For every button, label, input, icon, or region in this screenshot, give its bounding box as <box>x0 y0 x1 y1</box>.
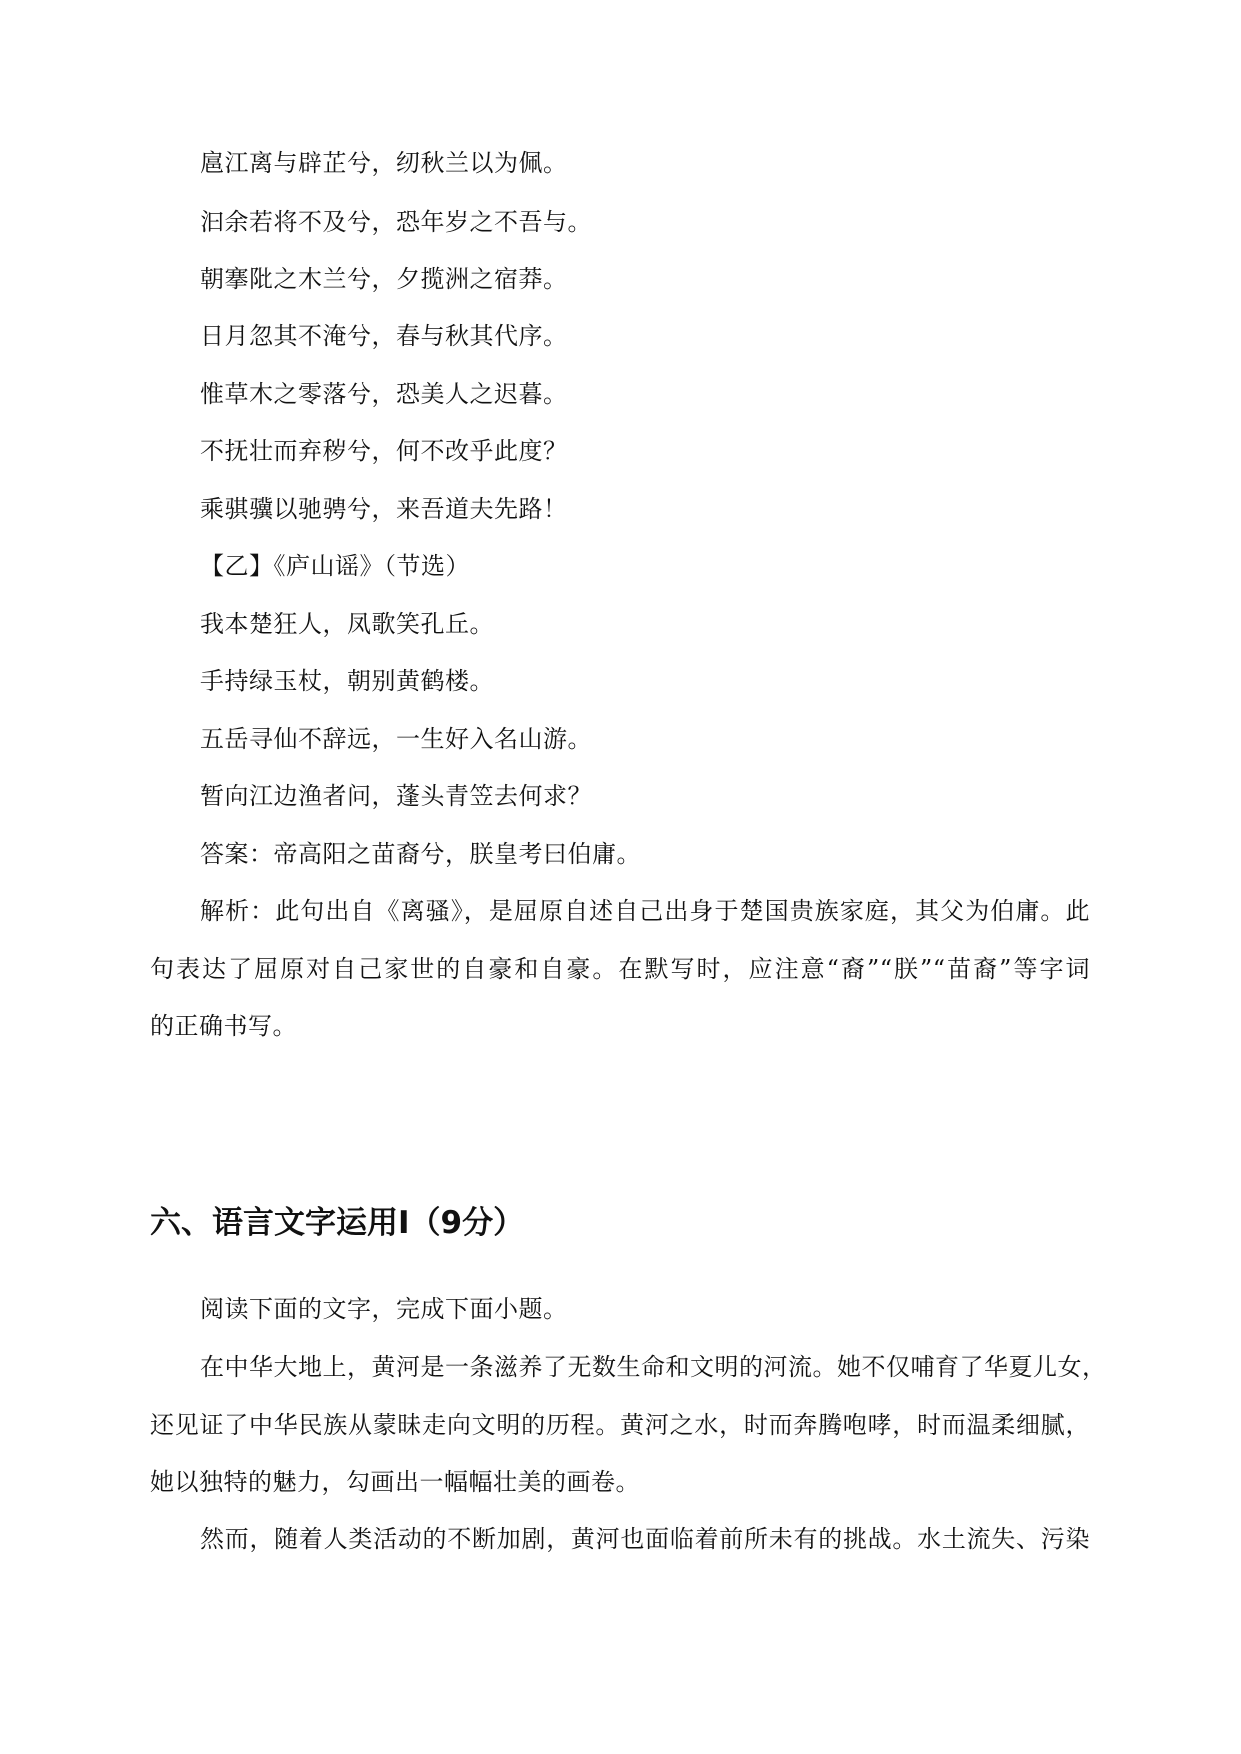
analysis-line: 句表达了屈原对自己家世的自豪和自豪。在默写时，应注意“裔”“朕”“苗裔”等字词 <box>150 955 1090 983</box>
poem-line: 朝搴阰之木兰兮，夕揽洲之宿莽。 <box>200 265 568 293</box>
paragraph-line: 然而，随着人类活动的不断加剧，黄河也面临着前所未有的挑战。水土流失、污染 <box>200 1525 1090 1553</box>
poem-line: 暂向江边渔者问，蓬头青笠去何求？ <box>200 782 592 810</box>
poem-line: 汩余若将不及兮，恐年岁之不吾与。 <box>200 208 592 236</box>
poem-line: 五岳寻仙不辞远，一生好入名山游。 <box>200 725 592 753</box>
poem-line: 我本楚狂人，凤歌笑孔丘。 <box>200 610 494 638</box>
poem-line: 不抚壮而弃秽兮，何不改乎此度？ <box>200 437 568 465</box>
paragraph-line: 在中华大地上，黄河是一条滋养了无数生命和文明的河流。她不仅哺育了华夏儿女， <box>200 1353 1107 1381</box>
poem-line: 乘骐骥以驰骋兮，来吾道夫先路！ <box>200 495 568 523</box>
answer-text: 答案：帝高阳之苗裔兮，朕皇考曰伯庸。 <box>200 840 641 868</box>
analysis-line: 解析：此句出自《离骚》，是屈原自述自己出身于楚国贵族家庭，其父为伯庸。此 <box>200 897 1090 925</box>
paragraph-line: 还见证了中华民族从蒙昧走向文明的历程。黄河之水，时而奔腾咆哮，时而温柔细腻， <box>150 1411 1090 1439</box>
poem-line: 手持绿玉杖，朝别黄鹤楼。 <box>200 667 494 695</box>
poem-line: 扈江离与辟芷兮，纫秋兰以为佩。 <box>200 149 568 177</box>
instruction-text: 阅读下面的文字，完成下面小题。 <box>200 1295 568 1323</box>
poem-yi-title: 【乙】《庐山谣》（节选） <box>200 552 470 580</box>
section-heading: 六、语言文字运用Ⅰ（9分） <box>150 1205 525 1241</box>
poem-line: 日月忽其不淹兮，春与秋其代序。 <box>200 322 568 350</box>
paragraph-line: 她以独特的魅力，勾画出一幅幅壮美的画卷。 <box>150 1468 640 1496</box>
analysis-line: 的正确书写。 <box>150 1012 297 1040</box>
poem-line: 惟草木之零落兮，恐美人之迟暮。 <box>200 380 568 408</box>
